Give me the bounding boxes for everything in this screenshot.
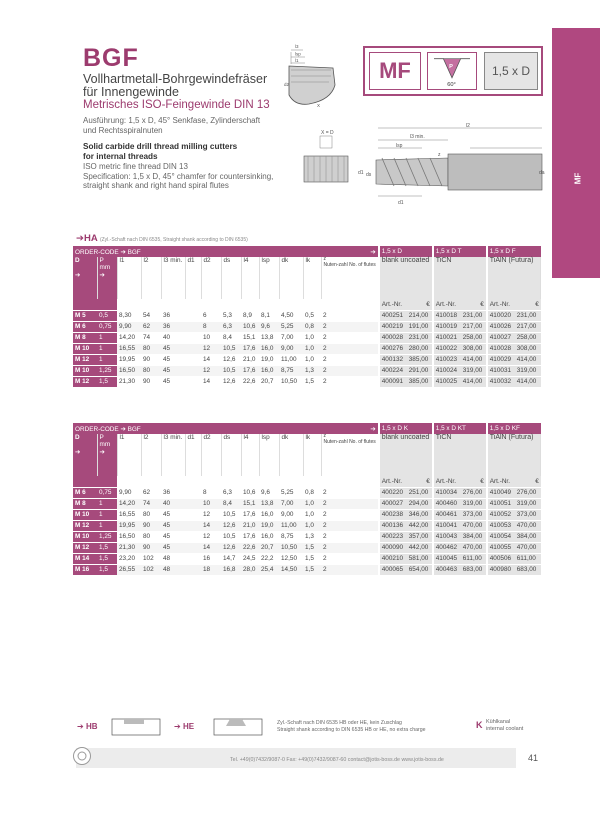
page-number: 41 [528, 753, 539, 763]
col-d: D ➔ [73, 434, 97, 476]
table-row: M 6 0,75 9,90 62 36 8 6,3 10,6 9,6 5,25 0,8 2 400219 191,00 410019 217,00 410026 217,00 [73, 321, 541, 332]
hb-shank-label: ➔ HB [77, 722, 98, 731]
coating-cell: blank uncoated [379, 257, 433, 299]
svg-text:d1: d1 [358, 170, 364, 176]
shank-note: Zyl.-Schaft nach DIN 6535 HB oder HE, kein Zuschlag Straight shank according to DIN 6535 HB or HE, no extra charge [277, 720, 426, 733]
contact-line: Tel. +49(0)7432/9087-0 Fax: +49(0)7432/9087-60 contact@jotis-boss.de www.jotis-boss.de [230, 757, 444, 763]
svg-text:ds: ds [366, 172, 372, 178]
product-code: BGF [83, 44, 139, 72]
svg-text:l2: l2 [466, 123, 470, 129]
svg-text:lsp: lsp [295, 51, 301, 57]
table-row: M 10 1 16,55 80 45 12 10,5 17,6 16,0 9,00 1,0 2 400276 280,00 410022 308,00 410028 308,00 [73, 343, 541, 354]
table-row: M 8 1 14,20 74 40 10 8,4 15,1 13,8 7,00 1,0 2 400027 294,00 400460 319,00 410051 319,00 [73, 498, 541, 509]
col-head-2: 1,5 x D T [433, 246, 487, 257]
title-de: Vollhartmetall-Bohrgewindefräser für Innengewinde [83, 72, 268, 99]
spec-de: Ausführung: 1,5 x D, 45° Senkfase, Zylinderschaft und Rechtsspiralnuten [83, 116, 261, 135]
title-en: Solid carbide drill thread milling cutters for internal threads [83, 142, 238, 161]
table-row: M 6 0,75 9,90 62 36 8 6,3 10,6 9,6 5,25 0,8 2 400220 251,00 410034 276,00 410049 276,00 [73, 487, 541, 498]
spec-en: ISO metric fine thread DIN 13 Specification: 1,5 x D, 45° chamfer for countersinking, straight shank and right hand spiral flutes [83, 162, 274, 190]
table-row: M 14 1,5 23,20 102 48 16 14,7 24,5 22,2 12,50 1,5 2 400210 581,00 410045 611,00 400506 611,00 [73, 553, 541, 564]
svg-text:z: z [438, 152, 441, 158]
col-head-1: 1,5 x D K [379, 423, 433, 434]
side-tab: MF [552, 28, 600, 278]
coating-cell: TiCN [433, 434, 487, 476]
col-head-3: 1,5 x D F [487, 246, 541, 257]
coating-cell: blank uncoated [379, 434, 433, 476]
svg-text:l1: l1 [295, 58, 299, 63]
table-row: M 12 1 19,95 90 45 14 12,6 21,0 19,0 11,00 1,0 2 400132 385,00 410023 414,00 410029 414,00 [73, 354, 541, 365]
table-row: M 10 1 16,55 80 45 12 10,5 17,6 16,0 9,00 1,0 2 400238 346,00 400461 373,00 410052 373,00 [73, 509, 541, 520]
svg-text:da: da [539, 170, 545, 176]
order-code: ORDER-CODE ➔ BGF [73, 423, 321, 434]
he-shank-label: ➔ HE [174, 722, 195, 731]
col-p: P mm ➔ [97, 434, 117, 476]
subtitle-de: Metrisches ISO-Feingewinde DIN 13 [83, 99, 270, 111]
tool-head-drawing [283, 40, 343, 108]
svg-text:d2: d2 [284, 82, 290, 87]
mf-label: MF [369, 52, 421, 90]
thread-profile-icon [427, 52, 477, 90]
table-row: M 10 1,25 16,50 80 45 12 10,5 17,6 16,0 8,75 1,3 2 400224 291,00 410024 319,00 410031 319,00 [73, 365, 541, 376]
svg-text:60°: 60° [447, 82, 456, 89]
order-code: ORDER-CODE ➔ BGF [73, 246, 321, 257]
table-row: M 8 1 14,20 74 40 10 8,4 15,1 13,8 7,00 1,0 2 400028 231,00 410021 258,00 410027 258,00 [73, 332, 541, 343]
col-head-3: 1,5 x D KF [487, 423, 541, 434]
he-shank-icon [212, 716, 264, 738]
svg-text:l3: l3 [295, 44, 299, 49]
table-row: M 12 1 19,95 90 45 14 12,6 21,0 19,0 11,00 1,0 2 400136 442,00 410041 470,00 410053 470,00 [73, 520, 541, 531]
svg-text:lsp: lsp [396, 143, 403, 149]
svg-text:P: P [449, 64, 453, 71]
svg-text:l3 min.: l3 min. [410, 134, 425, 140]
svg-text:X = D: X = D [321, 130, 334, 136]
table-row: M 16 1,5 26,55 102 48 18 16,8 28,0 25,4 14,50 1,5 2 400065 654,00 400463 683,00 400980 683,00 [73, 564, 541, 575]
coating-cell: TiAlN (Futura) [487, 434, 541, 476]
hb-shank-icon [110, 716, 162, 738]
col-head-2: 1,5 x D KT [433, 423, 487, 434]
svg-text:X: X [317, 103, 321, 108]
table-row: M 5 0,5 8,30 54 36 6 5,3 8,9 8,1 4,50 0,5 2 400251 214,00 410018 231,00 410020 231,00 [73, 310, 541, 321]
coating-cell: TiCN [433, 257, 487, 299]
table-coolant: ORDER-CODE ➔ BGF ➔ 1,5 x D K 1,5 x D KT 1,5 x D KF D ➔ P mm ➔ l1 l2 l3 min. d1 d2 ds l4 lsp dk lk z Nuten-zahl No. of flutes blank uncoated TiCN TiAlN (Futura) Art.-Nr. € Art.-Nr. € Art.-Nr. € M 6 0,75 9,90 62 36 8 6,3 10,6 9,6 5,25 0,8 2 400220 251,00 410034 276,00 410049 276,00 M 8 1 14,20 74 40 10 8,4 15,1 13,8 7,00 1,0 2 400027 294,00 400460 319,00 410051 319,00 M 10 1 16,55 80 45 12 10,5 17,6 16,0 9,00 1,0 2 400238 346,00 400461 373,00 410052 373,00 M 12 1 19,95 90 45 14 12,6 21,0 19,0 11,00 1,0 2 400136 442,00 410041 470,00 410053 470,00 M 10 1,25 16,50 80 45 12 10,5 17,6 16,0 8,75 1,3 2 400223 357,00 410043 384,00 410054 384,00 M 12 1,5 21,30 90 45 14 12,6 22,6 20,7 10,50 1,5 2 400090 442,00 400462 470,00 410055 470,00 M 14 1,5 23,20 102 48 16 14,7 24,5 22,2 12,50 1,5 2 400210 581,00 410045 611,00 400506 611,00 M 16 1,5 26,55 102 48 18 16,8 28,0 25,4 14,50 1,5 2 400065 654,00 400463 683,00 400980 683,00 [75, 425, 539, 574]
coolant-note: Kühlkanal internal coolant [486, 719, 524, 732]
coolant-mark: K [476, 720, 483, 730]
col-d: D ➔ [73, 257, 97, 299]
company-logo [72, 746, 92, 766]
svg-text:d1: d1 [398, 200, 404, 206]
coating-cell: TiAlN (Futura) [487, 257, 541, 299]
table-row: M 10 1,25 16,50 80 45 12 10,5 17,6 16,0 8,75 1,3 2 400223 357,00 410043 384,00 410054 384,00 [73, 531, 541, 542]
table-row: M 12 1,5 21,30 90 45 14 12,6 22,6 20,7 10,50 1,5 2 400090 442,00 400462 470,00 410055 470,00 [73, 542, 541, 553]
ratio-box: 1,5 x D [484, 52, 538, 90]
ha-note: ➔HA (Zyl.-Schaft nach DIN 6535, Straight shank according to DIN 6535) [76, 233, 248, 244]
table-standard: ORDER-CODE ➔ BGF ➔ 1,5 x D 1,5 x D T 1,5 x D F D ➔ P mm ➔ l1 l2 l3 min. d1 d2 ds l4 lsp dk lk z Nuten-zahl No. of flutes blank uncoated TiCN TiAlN (Futura) Art.-Nr. € Art.-Nr. € Art.-Nr. € M 5 0,5 8,30 54 36 6 5,3 8,9 8,1 4,50 0,5 2 400251 214,00 410018 231,00 410020 231,00 M 6 0,75 9,90 62 36 8 6,3 10,6 9,6 5,25 0,8 2 400219 191,00 410019 217,00 410026 217,00 M 8 1 14,20 74 40 10 8,4 15,1 13,8 7,00 1,0 2 400028 231,00 410021 258,00 410027 258,00 M 10 1 16,55 80 45 12 10,5 17,6 16,0 9,00 1,0 2 400276 280,00 410022 308,00 410028 308,00 M 12 1 19,95 90 45 14 12,6 21,0 19,0 11,00 1,0 2 400132 385,00 410023 414,00 410029 414,00 M 10 1,25 16,50 80 45 12 10,5 17,6 16,0 8,75 1,3 2 400224 291,00 410024 319,00 410031 319,00 M 12 1,5 21,30 90 45 14 12,6 22,6 20,7 10,50 1,5 2 400091 385,00 410025 414,00 410032 414,00 [75, 248, 539, 386]
cutter-drawing [298, 118, 550, 206]
table-row: M 12 1,5 21,30 90 45 14 12,6 22,6 20,7 10,50 1,5 2 400091 385,00 410025 414,00 410032 414,00 [73, 376, 541, 387]
col-head-1: 1,5 x D [379, 246, 433, 257]
col-p: P mm ➔ [97, 257, 117, 299]
